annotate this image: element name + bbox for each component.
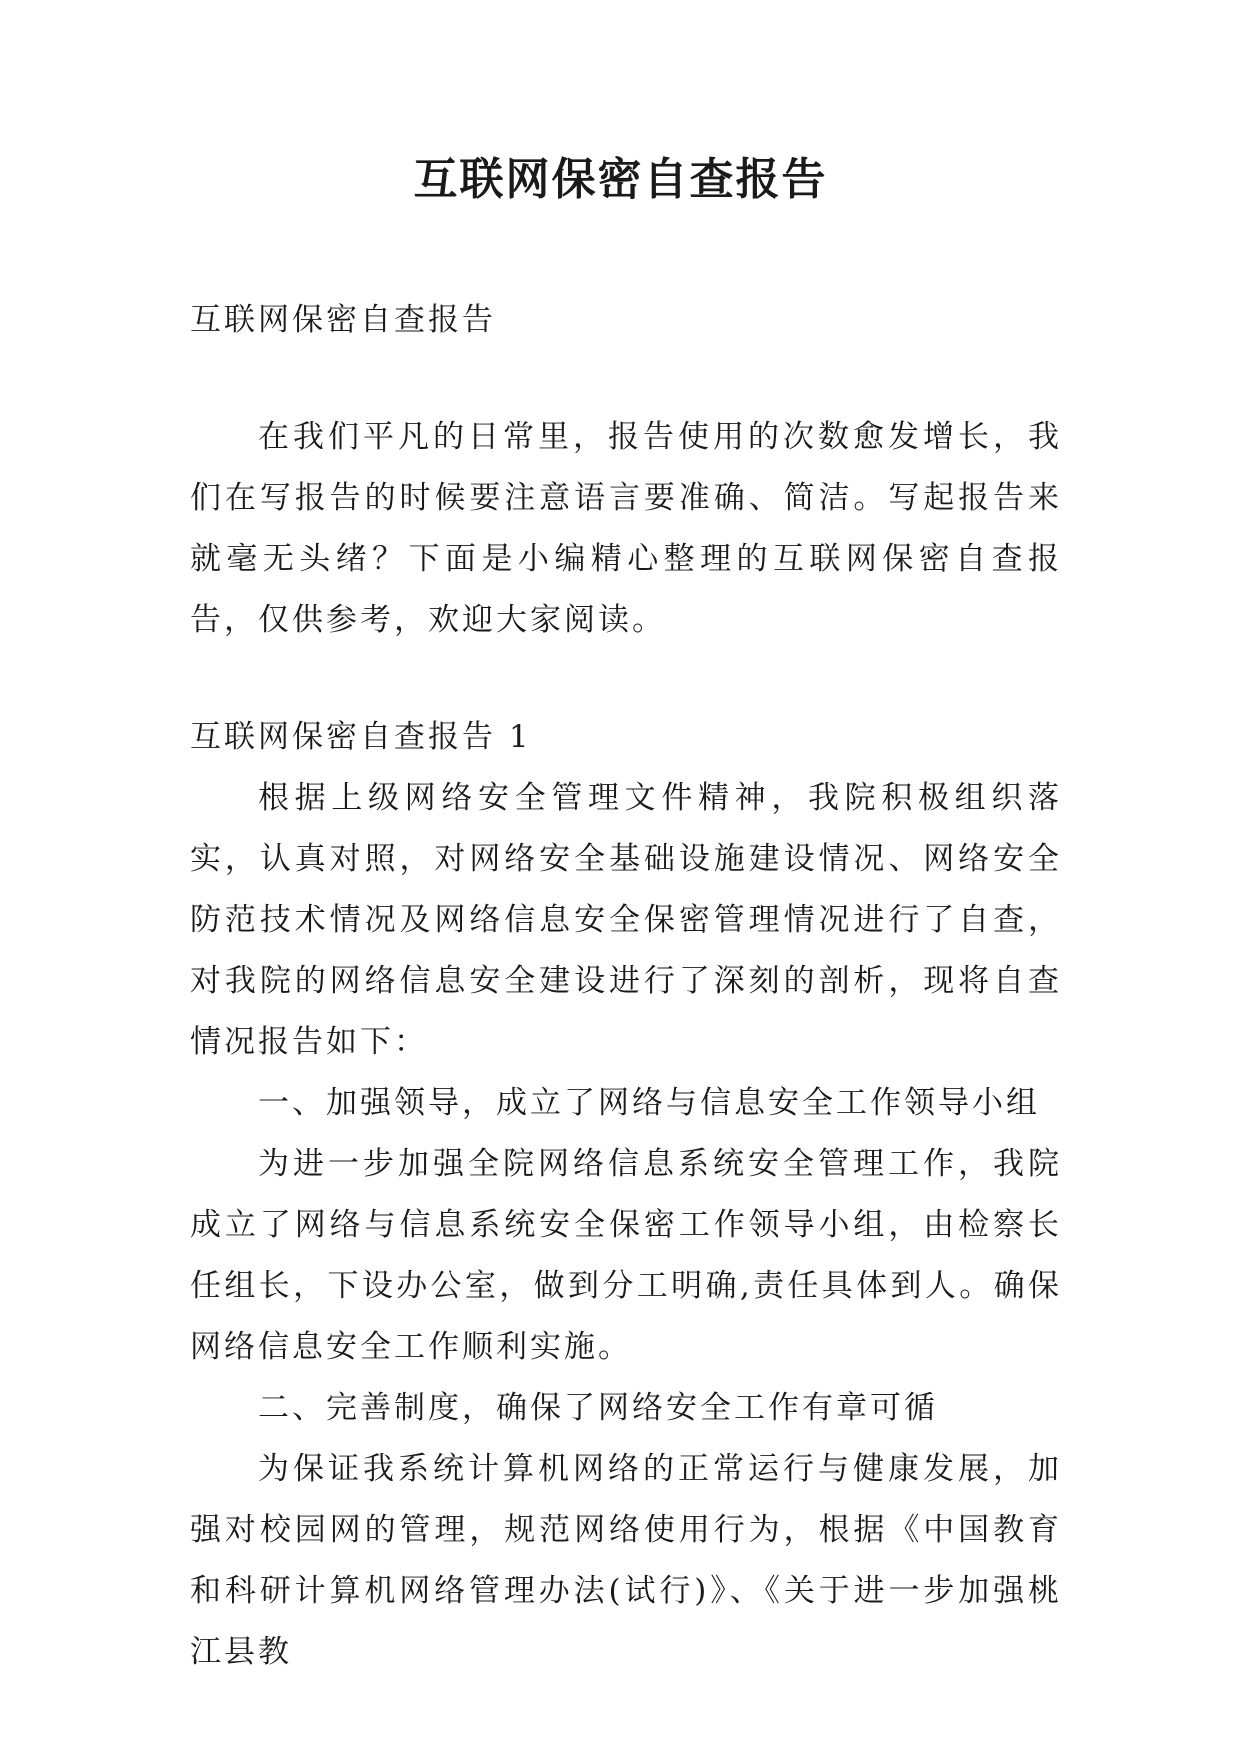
body-paragraph-1: 根据上级网络安全管理文件精神，我院积极组织落实，认真对照，对网络安全基础设施建设情况、网络安全防范技术情况及网络信息安全保密管理情况进行了自查，对我院的网络信息安全建设进行了深刻的剖析，现将自查情况报告如下： xyxy=(190,780,1062,1060)
body-paragraph-3: 为保证我系统计算机网络的正常运行与健康发展，加强对校园网的管理，规范网络使用行为，根据《中国教育和科研计算机网络管理办法(试行)》、《关于进一步加强桃江县教 xyxy=(190,1451,1062,1670)
subheading-one: 一、加强领导，成立了网络与信息安全工作领导小组 xyxy=(258,1085,1040,1121)
body-paragraph-2: 为进一步加强全院网络信息系统安全管理工作，我院成立了网络与信息系统安全保密工作领导小组，由检察长任组长，下设办公室，做到分工明确,责任具体到人。确保网络信息安全工作顺利实施。 xyxy=(190,1146,1062,1365)
document-body xyxy=(190,290,1062,1683)
document-title: 互联网保密自查报告 xyxy=(413,154,828,205)
section-heading: 互联网保密自查报告 1 xyxy=(190,719,532,755)
intro-paragraph: 在我们平凡的日常里，报告使用的次数愈发增长，我们在写报告的时候要注意语言要准确、简洁。写起报告来就毫无头绪？下面是小编精心整理的互联网保密自查报告，仅供参考，欢迎大家阅读。 xyxy=(190,419,1062,638)
subheading-two: 二、完善制度，确保了网络安全工作有章可循 xyxy=(258,1390,938,1426)
document-subtitle: 互联网保密自查报告 xyxy=(190,302,496,338)
